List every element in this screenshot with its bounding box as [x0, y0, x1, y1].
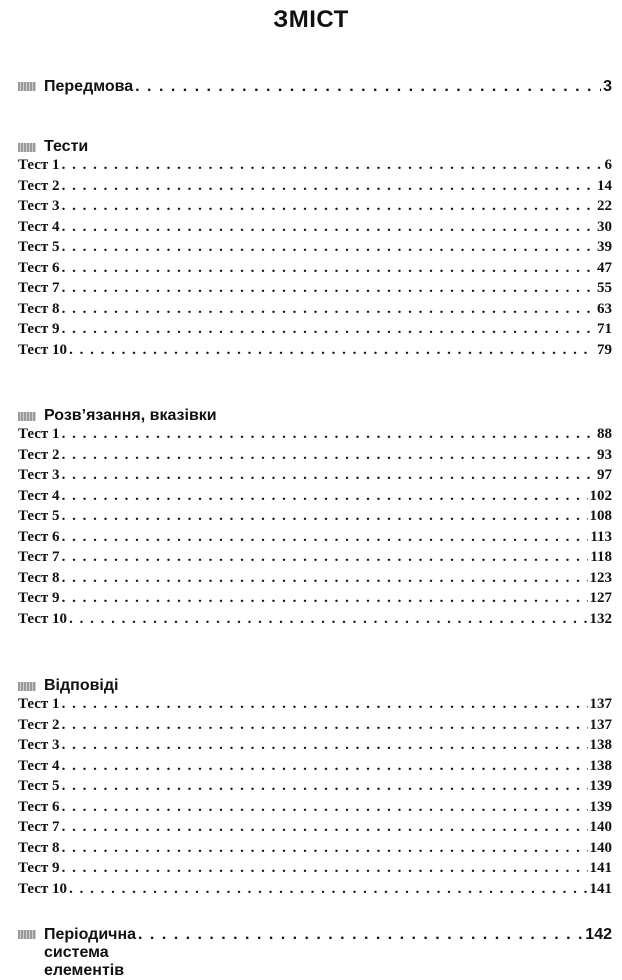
section-marker-icon — [18, 143, 36, 152]
toc-entry-label: Тест 6 — [18, 259, 60, 276]
dot-leader — [62, 717, 588, 734]
section-heading-label: Відповіді — [44, 677, 119, 694]
dot-leader — [62, 198, 595, 215]
toc-entry[interactable] — [18, 570, 612, 591]
dot-leader — [62, 219, 595, 236]
section-marker-icon — [18, 412, 36, 421]
dot-leader — [62, 447, 595, 464]
dot-leader — [62, 590, 588, 607]
toc-entry-label: Тест 5 — [18, 239, 60, 255]
toc-entry[interactable] — [18, 799, 612, 820]
toc-entry[interactable] — [18, 280, 612, 301]
toc-entry-label: Тест 5 — [18, 508, 60, 524]
toc-entry-label: Тест 5 — [18, 778, 60, 794]
toc-list-tests — [18, 157, 612, 362]
toc-entry[interactable] — [18, 840, 612, 861]
toc-entry-page: 63 — [597, 300, 612, 317]
toc-entry[interactable] — [18, 342, 612, 363]
toc-entry-page: 139 — [589, 778, 612, 794]
dot-leader — [62, 301, 595, 318]
toc-entry-page: 97 — [597, 467, 612, 483]
toc-entry[interactable] — [18, 590, 612, 611]
toc-entry-page: 71 — [597, 321, 612, 337]
toc-entry[interactable] — [18, 157, 612, 178]
toc-entry-page: 88 — [597, 426, 612, 442]
toc-periodic[interactable] — [18, 926, 612, 979]
preface-label: Передмова — [44, 78, 134, 95]
toc-entry-label: Тест 10 — [18, 880, 68, 897]
dot-leader — [62, 426, 595, 443]
dot-leader — [62, 778, 588, 795]
toc-entry-label: Тест 3 — [18, 737, 60, 753]
dot-leader — [62, 280, 595, 297]
toc-entry-page: 127 — [589, 590, 612, 606]
toc-entry-label: Тест 2 — [18, 177, 60, 194]
toc-entry-page: 55 — [597, 280, 612, 296]
toc-entry-page: 47 — [597, 259, 612, 276]
section-heading-solutions — [18, 405, 612, 427]
toc-entry[interactable] — [18, 467, 612, 488]
toc-entry[interactable] — [18, 239, 612, 260]
toc-entry-page: 113 — [590, 528, 612, 545]
toc-entry[interactable] — [18, 447, 612, 468]
toc-entry-page: 132 — [589, 610, 612, 627]
page-title: ЗМІСТ — [273, 6, 349, 33]
toc-entry[interactable] — [18, 219, 612, 240]
toc-entry-page: 22 — [597, 198, 612, 214]
toc-entry-label: Тест 8 — [18, 839, 60, 856]
periodic-label: Періодична система елементів — [44, 926, 137, 979]
toc-entry[interactable] — [18, 696, 612, 717]
toc-entry-page: 140 — [589, 819, 612, 835]
dot-leader — [62, 549, 589, 566]
toc-entry-page: 79 — [597, 341, 612, 358]
dot-leader — [62, 860, 588, 877]
dot-leader — [62, 321, 595, 338]
dot-leader — [62, 157, 603, 174]
toc-entry-label: Тест 9 — [18, 321, 60, 337]
periodic-page: 142 — [585, 926, 612, 943]
toc-entry-label: Тест 4 — [18, 487, 60, 504]
toc-entry-label: Тест 1 — [18, 426, 60, 442]
toc-entry-page: 138 — [589, 737, 612, 753]
toc-entry[interactable] — [18, 778, 612, 799]
section-heading-label: Тести — [44, 138, 89, 155]
dot-leader — [62, 467, 595, 484]
toc-entry-page: 140 — [589, 839, 612, 856]
dot-leader — [62, 758, 588, 775]
section-marker-icon — [18, 82, 36, 91]
dot-leader — [69, 342, 595, 359]
toc-entry-page: 93 — [597, 446, 612, 463]
dot-leader — [62, 239, 595, 256]
toc-entry[interactable] — [18, 321, 612, 342]
dot-leader — [62, 178, 595, 195]
toc-entry[interactable] — [18, 508, 612, 529]
dot-leader — [62, 799, 588, 816]
dot-leader — [62, 696, 588, 713]
toc-entry-label: Тест 6 — [18, 798, 60, 815]
section-heading-tests — [18, 136, 612, 158]
toc-entry-label: Тест 8 — [18, 300, 60, 317]
toc-entry[interactable] — [18, 737, 612, 758]
toc-entry-page: 39 — [597, 239, 612, 255]
toc-entry[interactable] — [18, 881, 612, 902]
toc-entry[interactable] — [18, 717, 612, 738]
toc-entry-label: Тест 4 — [18, 757, 60, 774]
toc-entry-label: Тест 4 — [18, 218, 60, 235]
toc-entry[interactable] — [18, 819, 612, 840]
toc-entry-label: Тест 7 — [18, 819, 60, 835]
toc-entry[interactable] — [18, 758, 612, 779]
toc-entry-label: Тест 8 — [18, 569, 60, 586]
toc-entry[interactable] — [18, 549, 612, 570]
toc-entry[interactable] — [18, 488, 612, 509]
toc-entry-page: 14 — [597, 177, 612, 194]
section-marker-icon — [18, 682, 36, 691]
toc-list-solutions — [18, 426, 612, 631]
toc-entry[interactable] — [18, 260, 612, 281]
toc-entry[interactable] — [18, 178, 612, 199]
toc-entry[interactable] — [18, 860, 612, 881]
section-heading-label: Розв’язання, вказівки — [44, 407, 217, 424]
dot-leader — [69, 881, 587, 898]
toc-entry-label: Тест 9 — [18, 860, 60, 876]
toc-entry-page: 6 — [604, 157, 612, 173]
toc-entry-page: 30 — [597, 218, 612, 235]
toc-entry-page: 137 — [589, 696, 612, 712]
toc-entry-label: Тест 6 — [18, 528, 60, 545]
toc-entry-label: Тест 1 — [18, 696, 60, 712]
toc-list-answers — [18, 696, 612, 901]
toc-entry-label: Тест 7 — [18, 280, 60, 296]
toc-entry-label: Тест 3 — [18, 467, 60, 483]
toc-entry[interactable] — [18, 301, 612, 322]
toc-entry-label: Тест 2 — [18, 446, 60, 463]
dot-leader — [62, 529, 589, 546]
toc-entry-label: Тест 7 — [18, 549, 60, 565]
toc-entry-page: 108 — [589, 508, 612, 524]
dot-leader — [62, 840, 588, 857]
toc-entry-page: 139 — [589, 798, 612, 815]
toc-entry-page: 123 — [589, 569, 612, 586]
toc-entry-label: Тест 10 — [18, 341, 68, 358]
toc-entry-label: Тест 9 — [18, 590, 60, 606]
toc-entry[interactable] — [18, 426, 612, 447]
toc-entry-page: 102 — [589, 487, 612, 504]
dot-leader — [62, 488, 588, 505]
dot-leader — [62, 508, 588, 525]
dot-leader — [62, 737, 588, 754]
section-marker-icon — [18, 930, 36, 939]
toc-entry[interactable] — [18, 529, 612, 550]
toc-entry-label: Тест 3 — [18, 198, 60, 214]
section-heading-answers — [18, 675, 612, 697]
toc-entry-label: Тест 10 — [18, 610, 68, 627]
toc-entry-page: 141 — [589, 880, 612, 897]
toc-entry-page: 137 — [589, 716, 612, 733]
toc-entry-page: 138 — [589, 757, 612, 774]
dot-leader — [69, 611, 587, 628]
dot-leader — [62, 819, 588, 836]
toc-entry-page: 118 — [590, 549, 612, 565]
toc-entry-label: Тест 1 — [18, 157, 60, 173]
toc-entry-page: 141 — [589, 860, 612, 876]
preface-page: 3 — [603, 78, 612, 95]
toc-entry-label: Тест 2 — [18, 716, 60, 733]
dot-leader — [62, 260, 595, 277]
toc-entry[interactable] — [18, 198, 612, 219]
dot-leader — [135, 78, 601, 96]
dot-leader — [62, 570, 588, 587]
dot-leader — [138, 926, 583, 944]
toc-entry[interactable] — [18, 611, 612, 632]
toc-preface[interactable] — [18, 76, 612, 98]
